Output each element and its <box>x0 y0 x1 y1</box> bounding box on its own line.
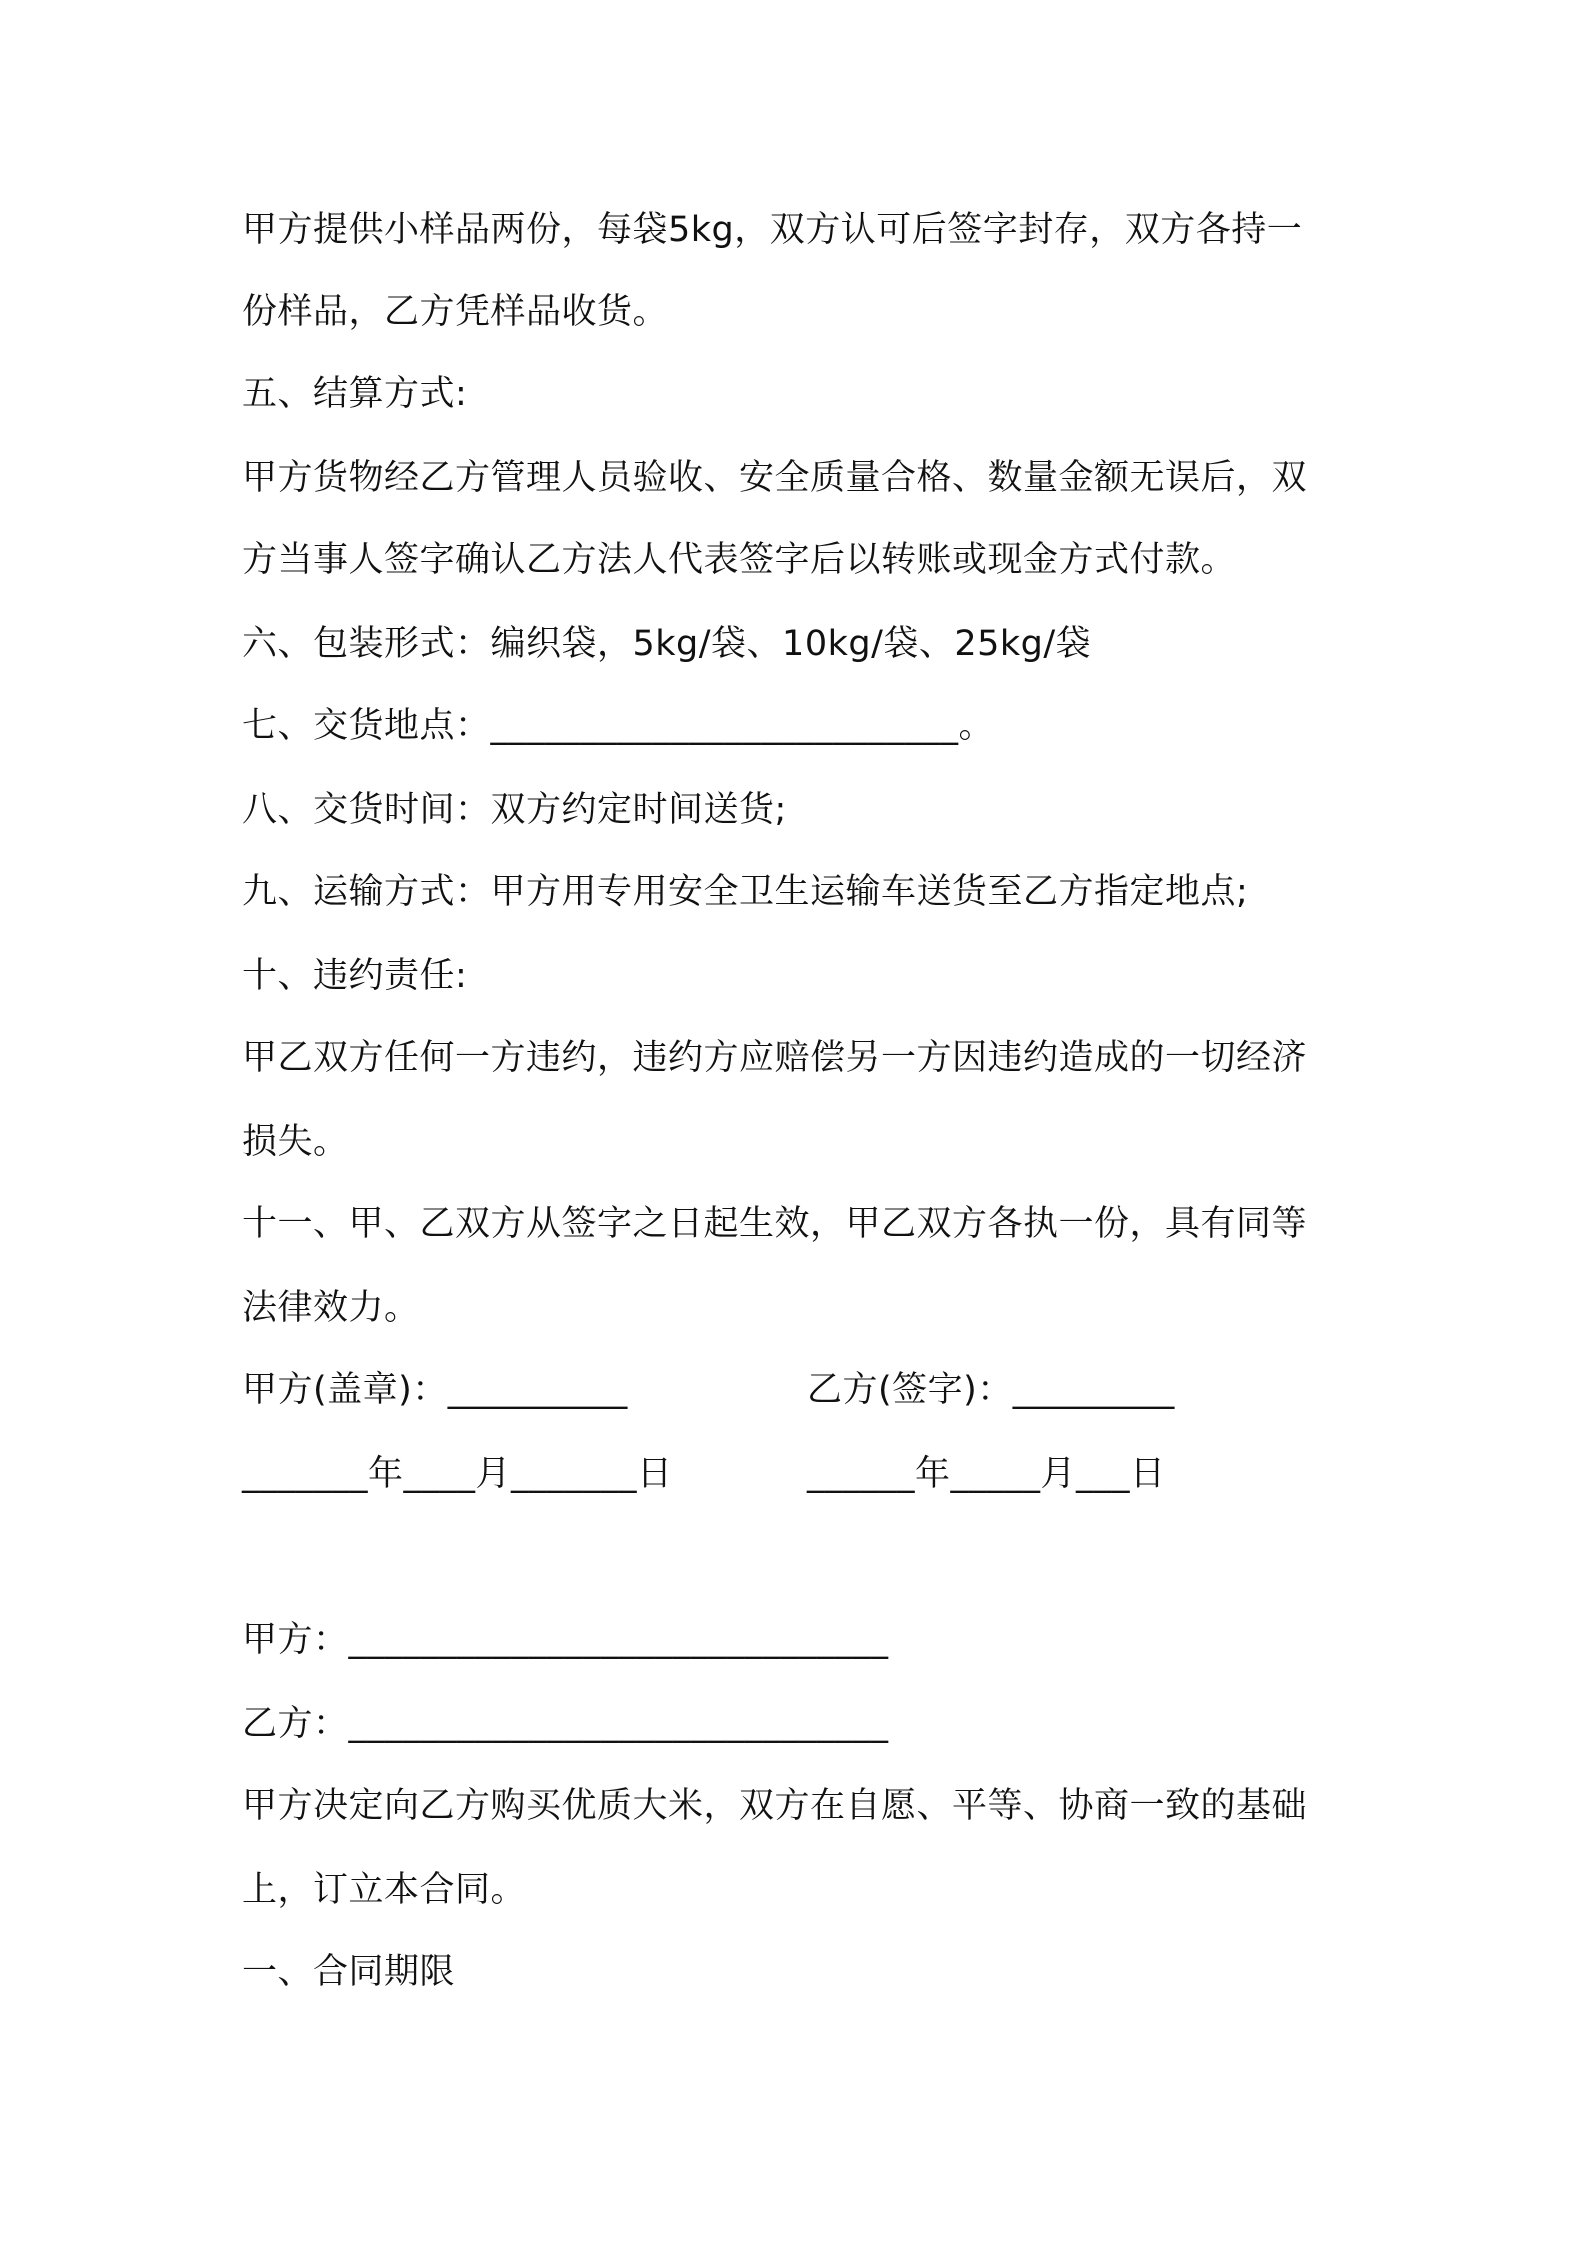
clause-effect-line-1: 十一、甲、乙双方从签字之日起生效，甲乙双方各执一份，具有同等 <box>242 1204 1308 1244</box>
preamble-line-2: 上，订立本合同。 <box>242 1870 527 1910</box>
clause-sample-line-1: 甲方提供小样品两份，每袋5kg，双方认可后签字封存，双方各持一 <box>242 210 1303 250</box>
party-b-date-field: ______年_____月___日 <box>807 1454 1166 1494</box>
clause-settlement-line-1: 甲方货物经乙方管理人员验收、安全质量合格、数量金额无误后，双 <box>242 458 1308 498</box>
section-heading-settlement: 五、结算方式: <box>242 374 468 414</box>
preamble-line-1: 甲方决定向乙方购买优质大米，双方在自愿、平等、协商一致的基础 <box>242 1786 1308 1826</box>
party-a-name-field: 甲方：______________________________ <box>242 1620 889 1660</box>
party-a-date-field: _______年____月_______日 <box>242 1454 673 1494</box>
clause-sample-line-2: 份样品，乙方凭样品收货。 <box>242 292 669 332</box>
clause-settlement-line-2: 方当事人签字确认乙方法人代表签字后以转账或现金方式付款。 <box>242 540 1237 580</box>
clause-liability-line-1: 甲乙双方任何一方违约，违约方应赔偿另一方因违约造成的一切经济 <box>242 1038 1308 1078</box>
clause-packaging: 六、包装形式：编织袋，5kg/袋、10kg/袋、25kg/袋 <box>242 624 1092 664</box>
section-heading-term: 一、合同期限 <box>242 1952 456 1992</box>
party-a-seal-field: 甲方(盖章)：__________ <box>242 1370 628 1410</box>
section-heading-liability: 十、违约责任: <box>242 956 468 996</box>
party-b-signature-field: 乙方(签字)：_________ <box>807 1370 1175 1410</box>
party-b-name-field: 乙方：______________________________ <box>242 1704 889 1744</box>
clause-delivery-place: 七、交货地点：__________________________。 <box>242 706 995 746</box>
clause-effect-line-2: 法律效力。 <box>242 1288 420 1328</box>
clause-liability-line-2: 损失。 <box>242 1122 349 1162</box>
clause-transport: 九、运输方式：甲方用专用安全卫生运输车送货至乙方指定地点; <box>242 872 1249 912</box>
clause-delivery-time: 八、交货时间：双方约定时间送货; <box>242 790 787 830</box>
